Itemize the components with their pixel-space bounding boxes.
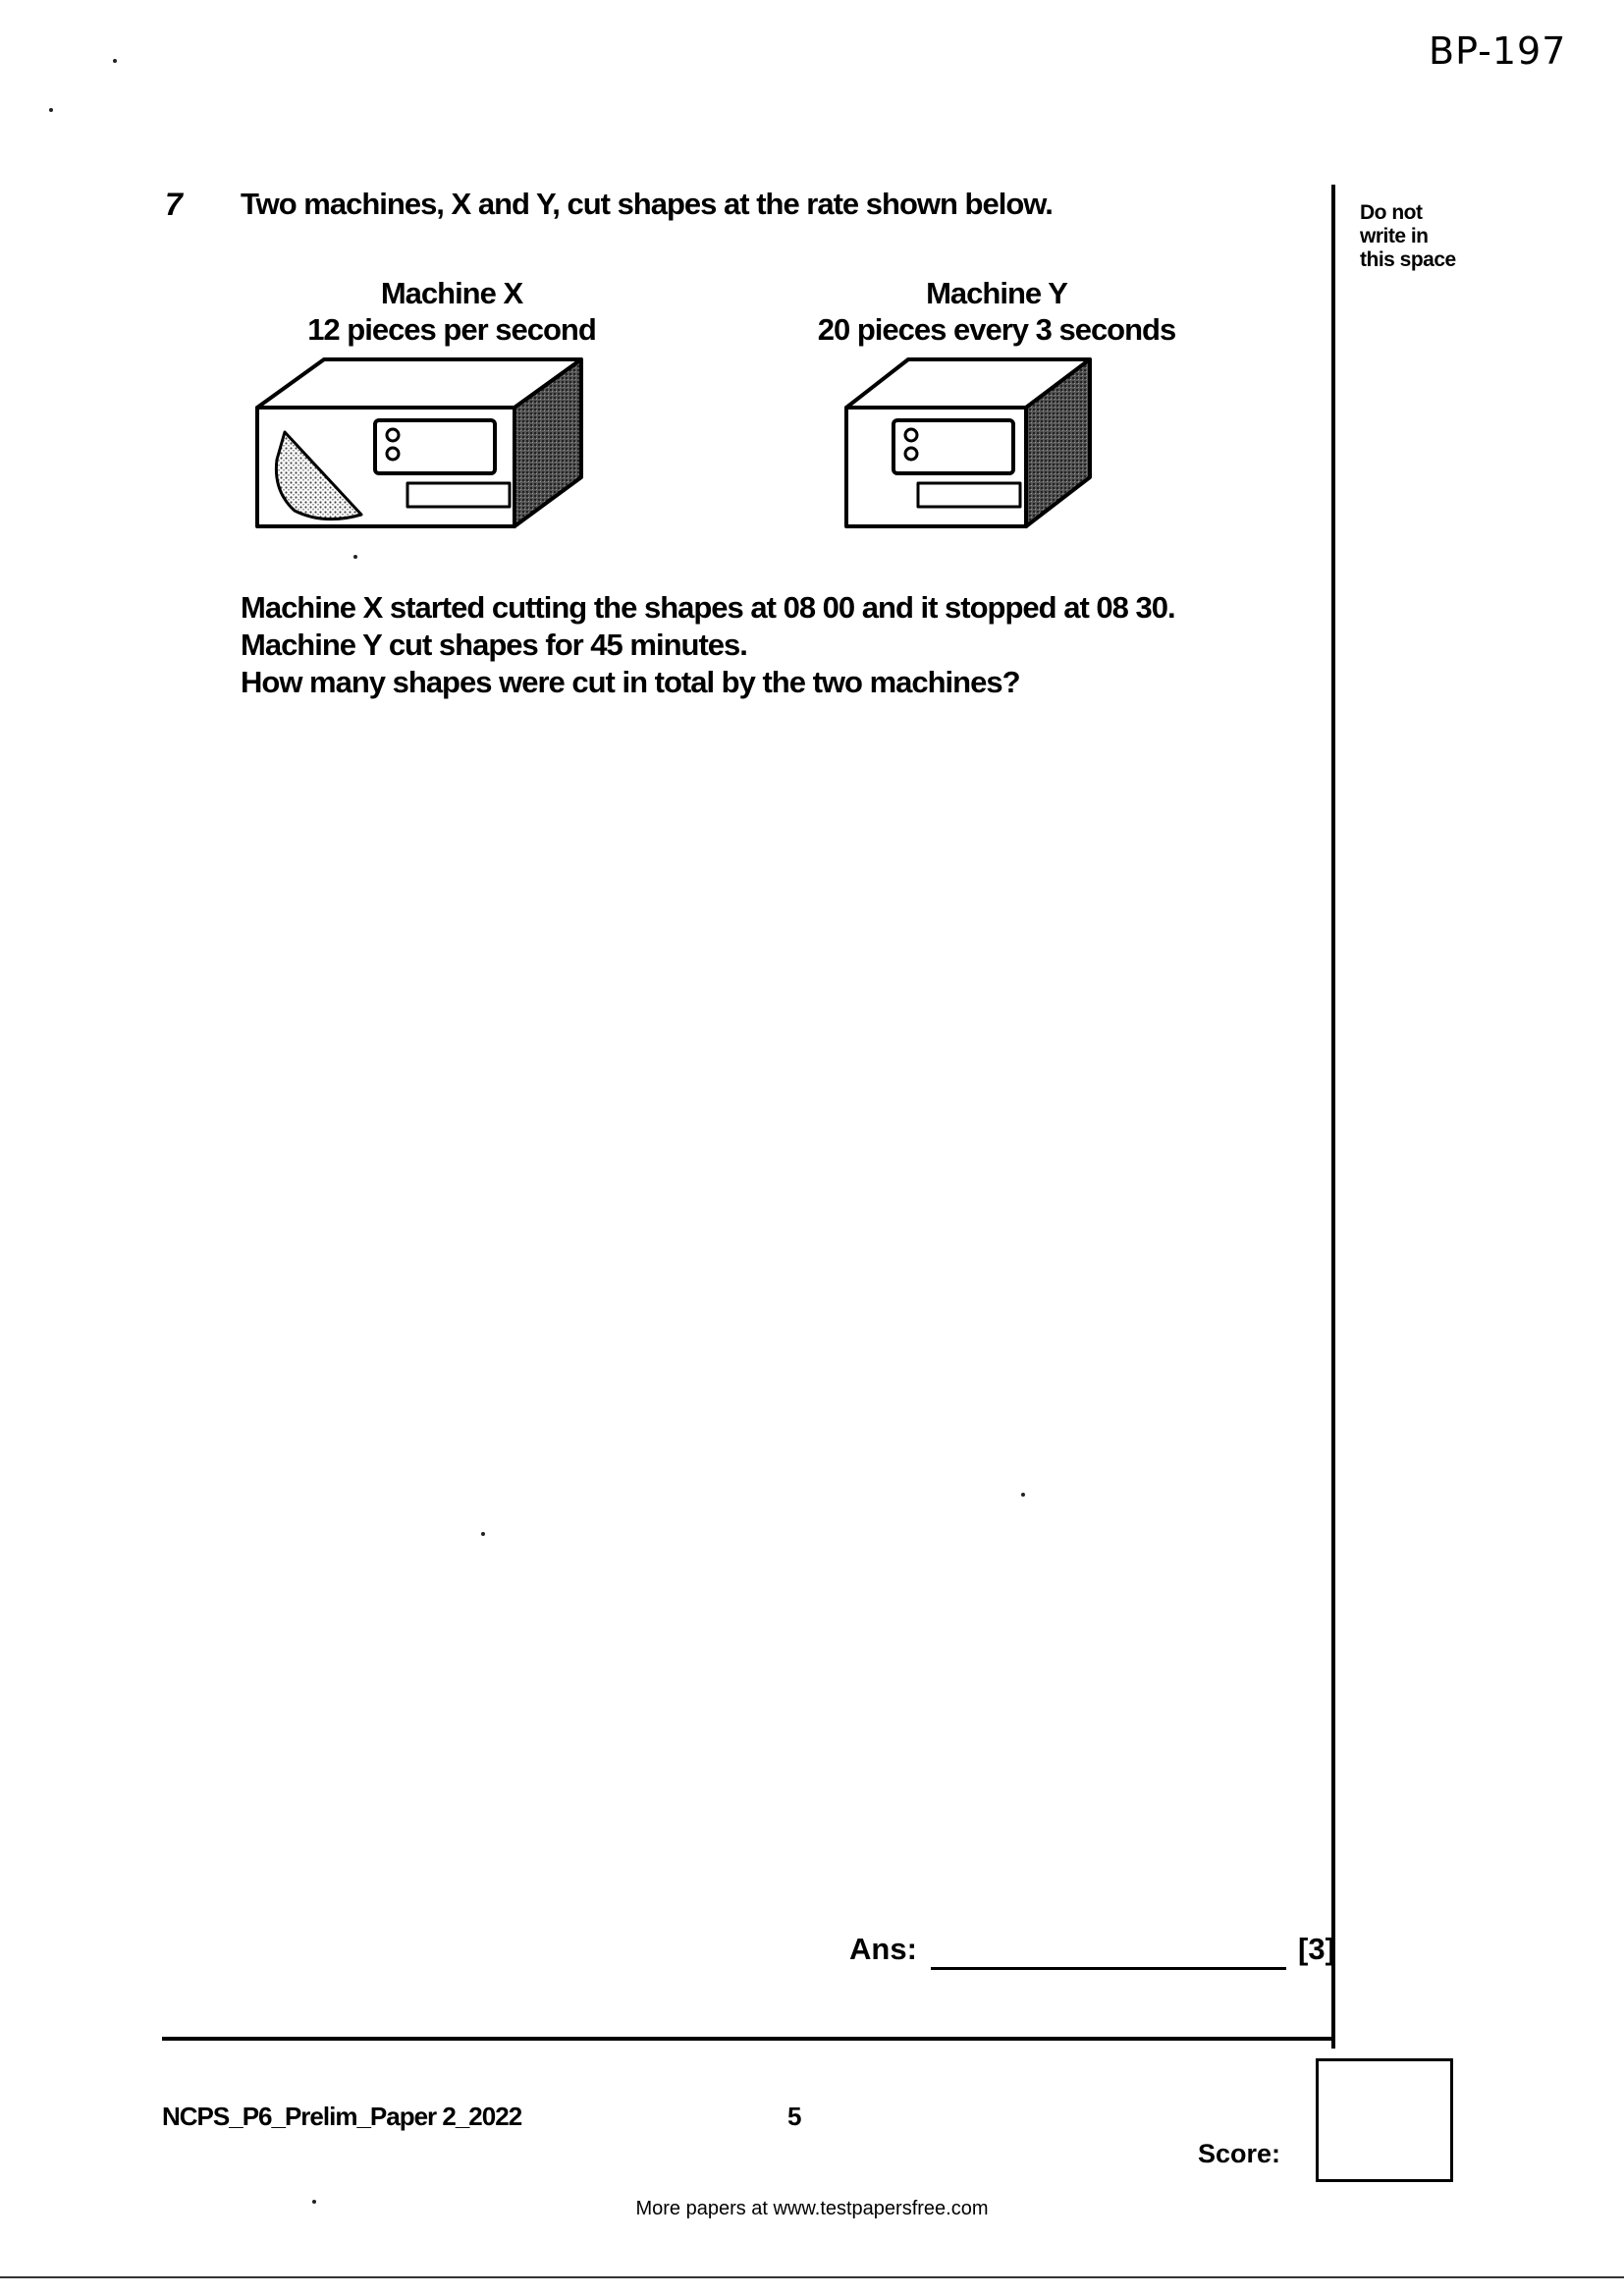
scan-speck [312, 2200, 316, 2204]
page-number: 5 [787, 2102, 802, 2131]
machine-y-name: Machine Y [926, 276, 1067, 310]
machine-y-dial-icon [905, 429, 917, 441]
scan-edge-line [0, 2276, 1624, 2278]
machine-x-slot [407, 483, 510, 507]
question-line-3: How many shapes were cut in total by the two machines? [241, 665, 1020, 699]
machine-x-name: Machine X [380, 276, 523, 310]
answer-field[interactable] [931, 1967, 1286, 1970]
margin-note-text: Do not write in this space [1360, 201, 1456, 271]
scan-speck [113, 59, 117, 63]
machine-y-dial-icon [905, 448, 917, 460]
question-number: 7 [165, 187, 183, 222]
score-box[interactable] [1316, 2058, 1453, 2182]
machine-x-dial-icon [387, 448, 399, 460]
machine-x-illustration [257, 359, 581, 526]
question-body [241, 589, 1175, 701]
machine-y-rate: 20 pieces every 3 seconds [817, 312, 1176, 347]
question-line-1: Machine X started cutting the shapes at 08 00 and it stopped at 08 30. [241, 590, 1175, 625]
scan-speck [1021, 1493, 1025, 1497]
scan-speck [481, 1532, 485, 1536]
machine-x-rate: 12 pieces per second [307, 312, 596, 347]
scan-speck [49, 108, 53, 112]
question-line-2: Machine Y cut shapes for 45 minutes. [241, 628, 747, 662]
section-divider [162, 2037, 1331, 2041]
marks-allocation: [3] [1298, 1932, 1335, 1966]
machine-illustrations [0, 0, 1624, 589]
machine-x-dial-icon [387, 429, 399, 441]
question-intro: Two machines, X and Y, cut shapes at the rate shown below. [241, 187, 1053, 221]
document-code: BP-197 [1429, 29, 1567, 73]
machine-y-illustration [846, 359, 1090, 526]
machine-y-slot [918, 483, 1020, 507]
paper-code: NCPS_P6_Prelim_Paper 2_2022 [162, 2102, 522, 2131]
more-papers-link[interactable]: More papers at www.testpapersfree.com [635, 2198, 989, 2219]
score-label: Score: [1198, 2139, 1281, 2168]
scan-speck [353, 555, 357, 559]
answer-label: Ans: [849, 1932, 917, 1966]
